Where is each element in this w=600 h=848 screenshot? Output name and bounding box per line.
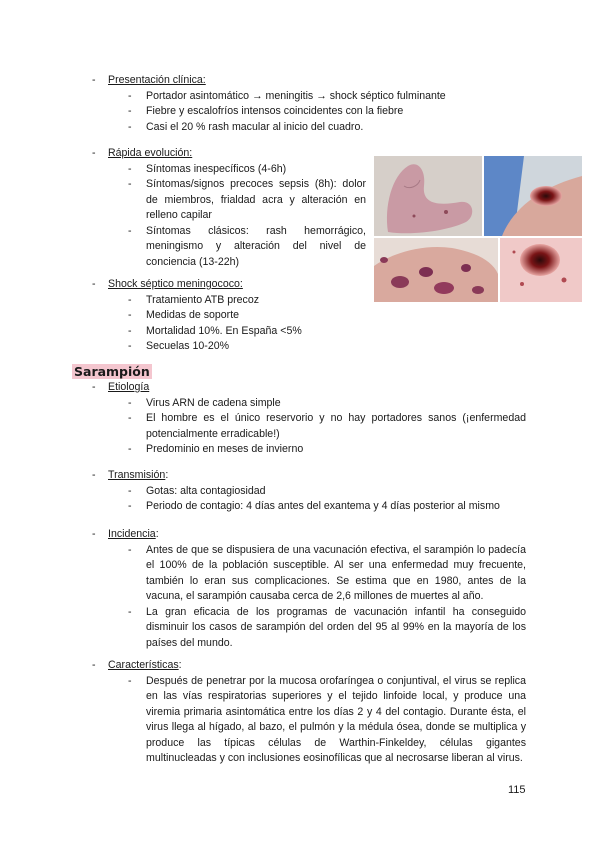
bullet-list bbox=[92, 162, 366, 271]
list-item: - Antes de que se dispusiera de una vacunación efectiva, el sarampión lo padecía el 100% de la población susceptible. Al ser una enfermedad muy frecuente, también lo eran sus complicaciones. Se estima que en 1980, antes de la vacuna, el sarampión causaba cerca de 2,6 millones de muertes al año. bbox=[146, 543, 526, 605]
section-title: Shock séptico meningococo: bbox=[108, 278, 243, 290]
page-number: 115 bbox=[508, 784, 526, 796]
section-etiologia bbox=[92, 380, 526, 458]
section-title: Transmisión bbox=[108, 469, 166, 481]
list-item: - Gotas: alta contagiosidad bbox=[146, 484, 526, 500]
section-presentacion-clinica bbox=[92, 73, 492, 135]
section-rapida-evolucion bbox=[92, 146, 366, 270]
list-item: - Después de penetrar por la mucosa orofaríngea o conjuntival, el virus se replica en las vías respiratorias superiores y el tejido linfoide local, y produce una viremia primaria asintomática entre los días 2 y 4 del contagio. Durante ésta, el virus llega al hígado, al bazo, el pulmón y la médula ósea, donde se multiplica y produce las típicas células de Warthin-Finkeldey, células gigantes multinucleadas y con inclusiones eosinofílicas que al necrosarse liberan al virus. bbox=[146, 674, 526, 767]
section-incidencia: - Incidencia: - Antes de que se dispusiera de una vacunación efectiva, el sarampión lo padecía el 100% de la población susceptible. Al ser una enfermedad muy frecuente, también lo eran sus complicaciones. Se estima que en 1980, antes de la vacuna, el sarampión causaba cerca de 2,6 millones de muertes al año. - La gran eficacia de los programas de vacunación infantil ha conseguido disminuir los casos de sarampión del orden del 95 al 99% en la mayoría de los países del mundo. bbox=[92, 527, 526, 651]
list-item: - Síntomas inespecíficos (4-6h) bbox=[146, 162, 366, 178]
list-item: - Tratamiento ATB precoz bbox=[146, 293, 492, 309]
section-shock-septico bbox=[92, 277, 492, 355]
list-item: - Síntomas/signos precoces sepsis (8h): dolor de miembros, frialdad acra y alteración en relleno capilar bbox=[146, 177, 366, 224]
list-item: - Casi el 20 % rash macular al inicio del cuadro. bbox=[146, 120, 492, 136]
bullet-list bbox=[92, 484, 526, 515]
bullet-list bbox=[92, 674, 526, 767]
list-item: - Portador asintomático → meningitis → shock séptico fulminante bbox=[146, 89, 492, 105]
section-title: Características bbox=[108, 659, 179, 671]
list-item: - El hombre es el único reservorio y no hay portadores sanos (¡enfermedad potencialmente erradicable!) bbox=[146, 411, 526, 442]
bullet-list bbox=[92, 89, 492, 136]
section-title: Presentación clínica: bbox=[108, 74, 206, 86]
list-item: - La gran eficacia de los programas de vacunación infantil ha conseguido disminuir los casos de sarampión del orden del 95 al 99% en la mayoría de los países del mundo. bbox=[146, 605, 526, 652]
section-caracteristicas: - Características: - Después de penetrar por la mucosa orofaríngea o conjuntival, el virus se replica en las vías respiratorias superiores y el tejido linfoide local, y produce una viremia primaria asintomática entre los días 2 y 4 del contagio. Durante ésta, el virus llega al hígado, al bazo, el pulmón y la médula ósea, donde se multiplica y produce las típicas células de Warthin-Finkeldey, células gigantes multinucleadas y con inclusiones eosinofílicas que al necrosarse liberan al virus. bbox=[92, 658, 526, 767]
section-transmision: - Transmisión: - Gotas: alta contagiosidad - Periodo de contagio: 4 días antes del exantema y 4 días posterior al mismo bbox=[92, 468, 526, 515]
bullet-list bbox=[92, 543, 526, 652]
list-item: - Predominio en meses de invierno bbox=[146, 442, 526, 458]
section-title: Etiología bbox=[108, 381, 150, 393]
list-item: - Fiebre y escalofríos intensos coincidentes con la fiebre bbox=[146, 104, 492, 120]
bullet-list bbox=[92, 396, 526, 458]
bullet-list bbox=[92, 293, 492, 355]
list-item: - Secuelas 10-20% bbox=[146, 339, 492, 355]
section-title: Rápida evolución: bbox=[108, 147, 193, 159]
list-item: - Síntomas clásicos: rash hemorrágico, meningismo y alteración del nivel de conciencia (13-22h) bbox=[146, 224, 366, 271]
list-item: - Mortalidad 10%. En España <5% bbox=[146, 324, 492, 340]
section-heading-sarampion: Sarampión bbox=[74, 364, 150, 379]
list-item: - Medidas de soporte bbox=[146, 308, 492, 324]
list-item: - Virus ARN de cadena simple bbox=[146, 396, 526, 412]
list-item: - Periodo de contagio: 4 días antes del exantema y 4 días posterior al mismo bbox=[146, 499, 526, 515]
section-title: Incidencia bbox=[108, 528, 156, 540]
